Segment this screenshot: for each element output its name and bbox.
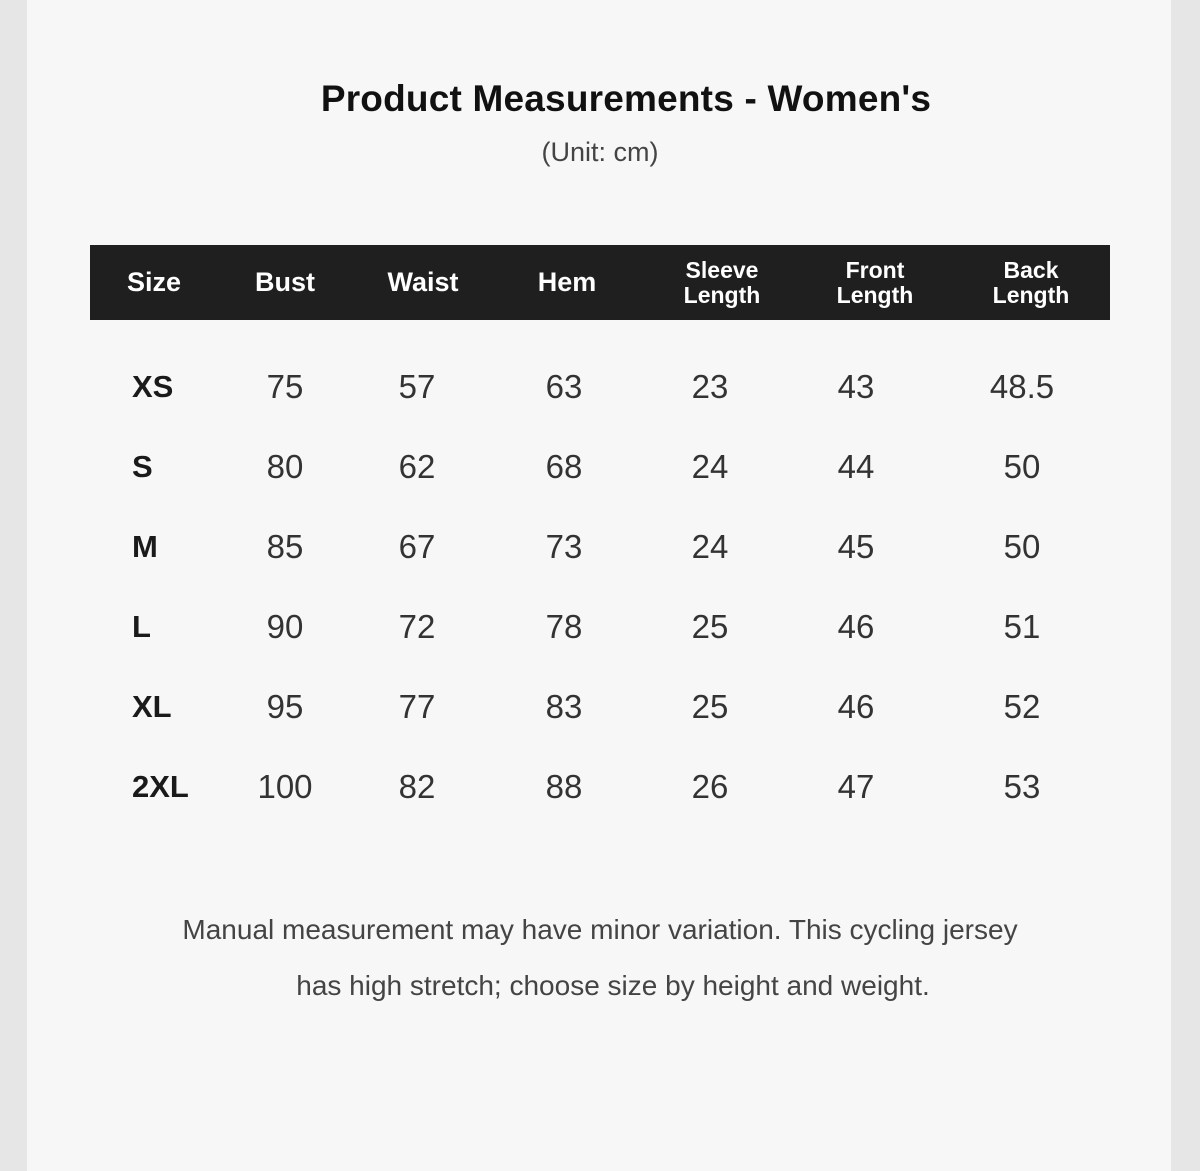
bust-cell: 85 (266, 528, 304, 565)
sleeve-length-cell: 25 (691, 608, 729, 645)
hem-cell: 88 (545, 768, 583, 805)
waist-cell: 57 (398, 368, 436, 405)
size-cell: 2XL (132, 769, 189, 804)
waist-cell: 67 (398, 528, 436, 565)
back-length-cell: 51 (1003, 608, 1041, 645)
size-cell: XL (132, 689, 172, 724)
header-hem: Hem (537, 267, 597, 297)
header-back-length: Back Length (992, 256, 1070, 308)
size-cell: S (132, 449, 153, 484)
header-size: Size (126, 267, 182, 297)
back-length-cell: 53 (1003, 768, 1041, 805)
sleeve-length-cell: 24 (691, 528, 729, 565)
back-length-cell: 52 (1003, 688, 1041, 725)
front-length-cell: 43 (837, 368, 875, 405)
front-length-cell: 46 (837, 608, 875, 645)
table-row (0, 357, 1200, 417)
bust-cell: 80 (266, 448, 304, 485)
bust-cell: 95 (266, 688, 304, 725)
table-row (0, 677, 1200, 737)
bust-cell: 75 (266, 368, 304, 405)
hem-cell: 63 (545, 368, 583, 405)
table-row (0, 597, 1200, 657)
waist-cell: 82 (398, 768, 436, 805)
header-sleeve-length: Sleeve Length (683, 256, 761, 308)
waist-cell: 62 (398, 448, 436, 485)
front-length-cell: 45 (837, 528, 875, 565)
hem-cell: 78 (545, 608, 583, 645)
back-length-cell: 50 (1003, 528, 1041, 565)
waist-cell: 72 (398, 608, 436, 645)
size-cell: L (132, 609, 151, 644)
table-row (0, 517, 1200, 577)
hem-cell: 68 (545, 448, 583, 485)
table-row (0, 757, 1200, 817)
table-row (0, 437, 1200, 497)
front-length-cell: 44 (837, 448, 875, 485)
bust-cell: 90 (266, 608, 304, 645)
note-line-1: Manual measurement may have minor variation. This cycling jersey (182, 914, 1018, 945)
header-waist: Waist (387, 267, 459, 297)
hem-cell: 73 (545, 528, 583, 565)
back-length-cell: 48.5 (989, 368, 1055, 405)
page-title: Product Measurements - Women's (320, 78, 932, 119)
waist-cell: 77 (398, 688, 436, 725)
back-length-cell: 50 (1003, 448, 1041, 485)
sleeve-length-cell: 23 (691, 368, 729, 405)
note-line-2: has high stretch; choose size by height and weight. (296, 970, 930, 1001)
sleeve-length-cell: 26 (691, 768, 729, 805)
table-header (90, 245, 1110, 320)
size-cell: XS (132, 369, 174, 404)
header-front-length: Front Length (836, 256, 914, 308)
front-length-cell: 47 (837, 768, 875, 805)
sleeve-length-cell: 24 (691, 448, 729, 485)
hem-cell: 83 (545, 688, 583, 725)
bust-cell: 100 (257, 768, 313, 805)
header-bust: Bust (255, 267, 315, 297)
sleeve-length-cell: 25 (691, 688, 729, 725)
unit-subtitle: (Unit: cm) (541, 137, 659, 167)
size-cell: M (132, 529, 158, 564)
front-length-cell: 46 (837, 688, 875, 725)
